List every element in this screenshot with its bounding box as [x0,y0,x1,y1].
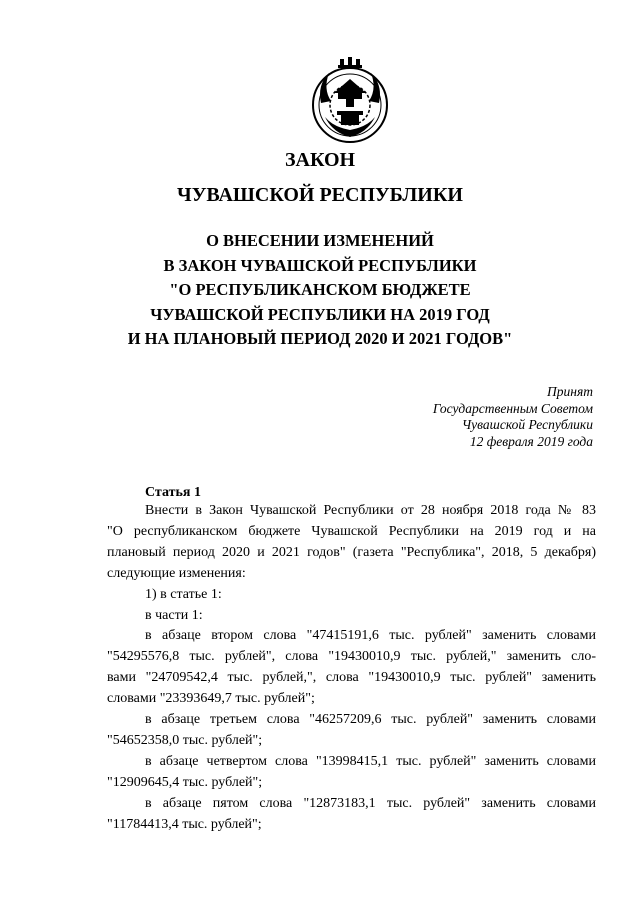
adoption-date: 12 февраля 2019 года [469,433,593,449]
text-line: "О республиканском бюджете Чувашской Республики на 2019 год и на [107,523,596,539]
text-line: "11784413,4 тыс. рублей"; [107,816,262,832]
law-title-republic: ЧУВАШСКОЙ РЕСПУБЛИКИ [177,184,463,206]
text-line: плановый период 2020 и 2021 годов" (газета "Республика", 2018, 5 декабря) [107,544,596,560]
text-line: Внести в Закон Чувашской Республики от 28 ноября 2018 года № 83 [145,503,596,518]
text-line: "54652358,0 тыс. рублей"; [107,732,263,748]
subtitle-line: И НА ПЛАНОВЫЙ ПЕРИОД 2020 И 2021 ГОДОВ" [127,329,513,348]
subtitle-line: "О РЕСПУБЛИКАНСКОМ БЮДЖЕТЕ [169,280,471,299]
subtitle-line: О ВНЕСЕНИИ ИЗМЕНЕНИЙ [206,231,434,250]
article-body [107,501,596,836]
text-line: словами "23393649,7 тыс. рублей"; [107,691,315,707]
text-line: в абзаце втором слова "47415191,6 тыс. рублей" заменить словами [145,628,596,644]
text-line: "54295576,8 тыс. рублей", слова "19430010,9 тыс. рублей," заменить сло- [107,649,596,665]
text-line: в абзаце пятом слова "12873183,1 тыс. рублей" заменить словами [145,795,596,811]
text-line: вами "24709542,4 тыс. рублей,", слова "19430010,9 тыс. рублей" заменить [107,670,596,686]
adoption-line: Государственным Советом [432,400,593,416]
text-line: в абзаце четвертом слова "13998415,1 тыс. рублей" заменить словами [145,753,596,769]
emblem-icon [309,55,391,145]
adoption-line: Чувашской Республики [461,417,593,432]
text-line: в части 1: [145,607,203,623]
adoption-line: Принят [547,384,593,399]
text-line: 1) в статье 1: [145,586,222,602]
text-line: в абзаце третьем слова "46257209,6 тыс. рублей" заменить словами [145,712,596,728]
text-line: следующие изменения: [107,565,246,581]
subtitle-line: ЧУВАШСКОЙ РЕСПУБЛИКИ НА 2019 ГОД [150,304,490,324]
law-title: ЗАКОН [284,149,356,171]
law-subtitle [0,229,640,352]
text-line: "12909645,4 тыс. рублей"; [107,774,263,790]
article-heading: Статья 1 [145,485,201,500]
adoption-note [353,384,593,450]
subtitle-line: В ЗАКОН ЧУВАШСКОЙ РЕСПУБЛИКИ [163,255,477,275]
